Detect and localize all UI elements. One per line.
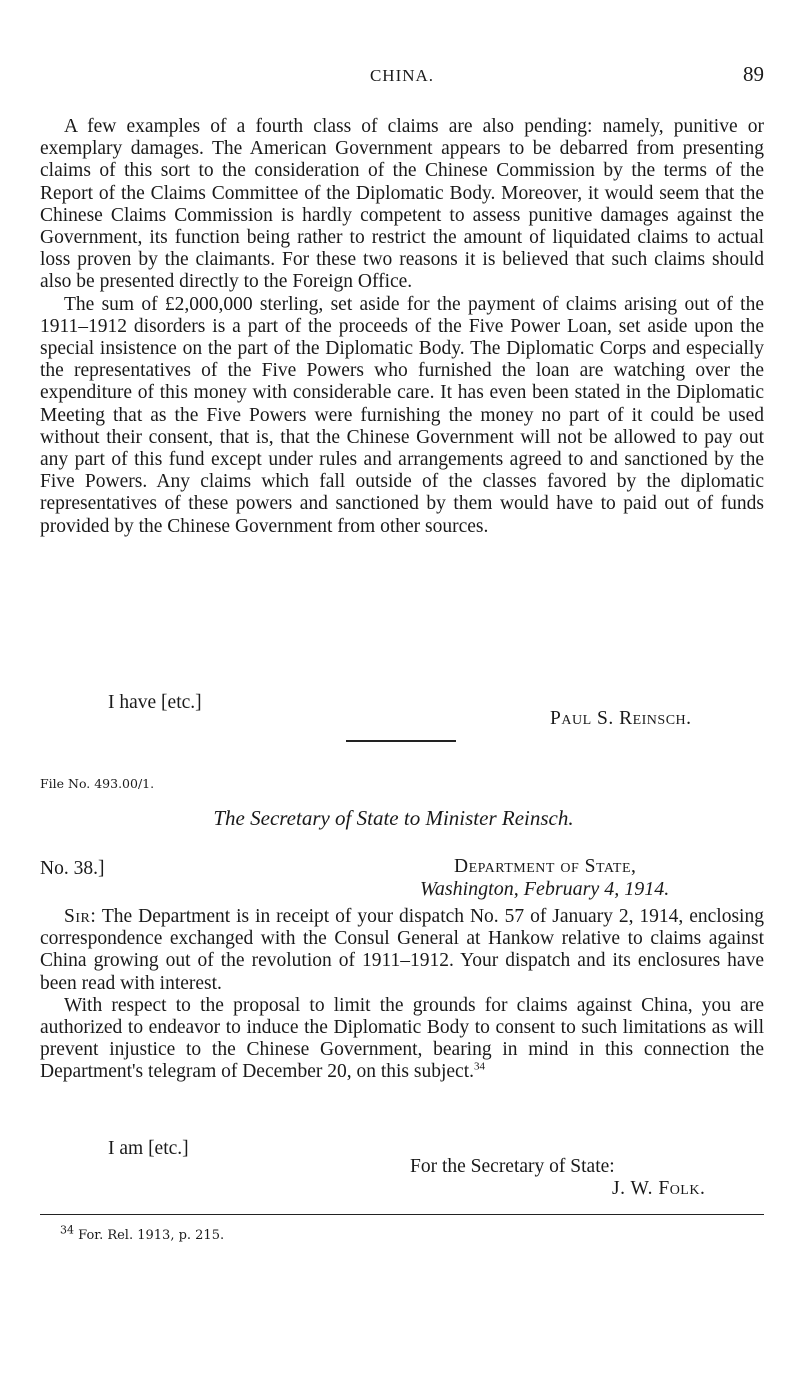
letter1-signature: Paul S. Reinsch. [550,708,692,729]
letter2-department: Department of State, [454,856,637,877]
page-header [40,62,764,92]
letter1-closing: I have [etc.] [108,692,202,713]
letter2-paragraph [40,906,764,995]
letter1-body [40,116,764,538]
file-number: File No. 493.00/1. [40,776,155,791]
letter2-paragraph-text: The Department is in receipt of your dispatch No. 57 of January 2, 1914, enclosing correspondence exchanged with the Consul General at Hankow relative to claims against China growing out of the revolution of 1911–1912. Your dispatch and its enclosures have been read with interest. [40,906,764,994]
section-divider [346,740,456,742]
footnote-marker: 34 [60,1223,74,1237]
footnote-divider [40,1214,764,1215]
page-number: 89 [743,62,764,86]
letter2-place-date: Washington, February 4, 1914. [420,878,670,900]
letter2-title: The Secretary of State to Minister Reinsch. [213,806,574,830]
footnote-reference: 34 [474,1060,485,1073]
letter2-paragraph [40,995,764,1084]
letter2-body [40,906,764,1084]
letter2-for-line: For the Secretary of State: [410,1156,615,1177]
letter1-paragraph: The sum of £2,000,000 sterling, set aside for the payment of claims arising out of the 1911–1912 disorders is a part of the proceeds of the Five Power Loan, set aside upon the special insistence on the part of the Diplomatic Body. The Diplomatic Corps and especially the representatives of the Five Powers who furnished the loan are watching over the expenditure of this money with considerable care. It has even been stated in the Diplomatic Meeting that as the Five Powers were furnishing the money no part of it could be used without their consent, that is, that the Chinese Government will not be allowed to pay out any part of this fund except under rules and arrangements agreed to and sanctioned by the Five Powers. Any claims which fall outside of the classes favored by the diplomatic representatives of these powers and sanctioned by them would have to paid out of funds provided by the Chinese Government from other sources. [40,293,764,537]
letter2-closing: I am [etc.] [108,1138,189,1159]
letter2-signature: J. W. Folk. [612,1178,706,1199]
letter2-paragraph-text: With respect to the proposal to limit the grounds for claims against China, you are authorized to endeavor to induce the Diplomatic Body to consent to such limitations as will prevent injustice to the Chinese Government, bearing in mind in this connection the Department's telegram of December 20, on this subject. [40,994,764,1083]
running-head: CHINA. [369,66,435,85]
footnote [60,1223,225,1243]
letter2-number: No. 38.] [40,858,105,879]
letter1-paragraph: A few examples of a fourth class of claims are also pending: namely, punitive or exemplary damages. The American Government appears to be debarred from presenting claims of this sort to the consideration of the Chinese Commission by the terms of the Report of the Claims Committee of the Diplomatic Body. Moreover, it would seem that the Chinese Claims Commission is hardly competent to assess punitive damages against the Government, its function being rather to restrict the amount of liquidated claims to actual loss proven by the claimants. For these two reasons it is believed that such claims should also be presented directly to the Foreign Office. [40,116,764,293]
footnote-text: For. Rel. 1913, p. 215. [78,1228,225,1243]
salutation: Sir: [64,906,97,927]
